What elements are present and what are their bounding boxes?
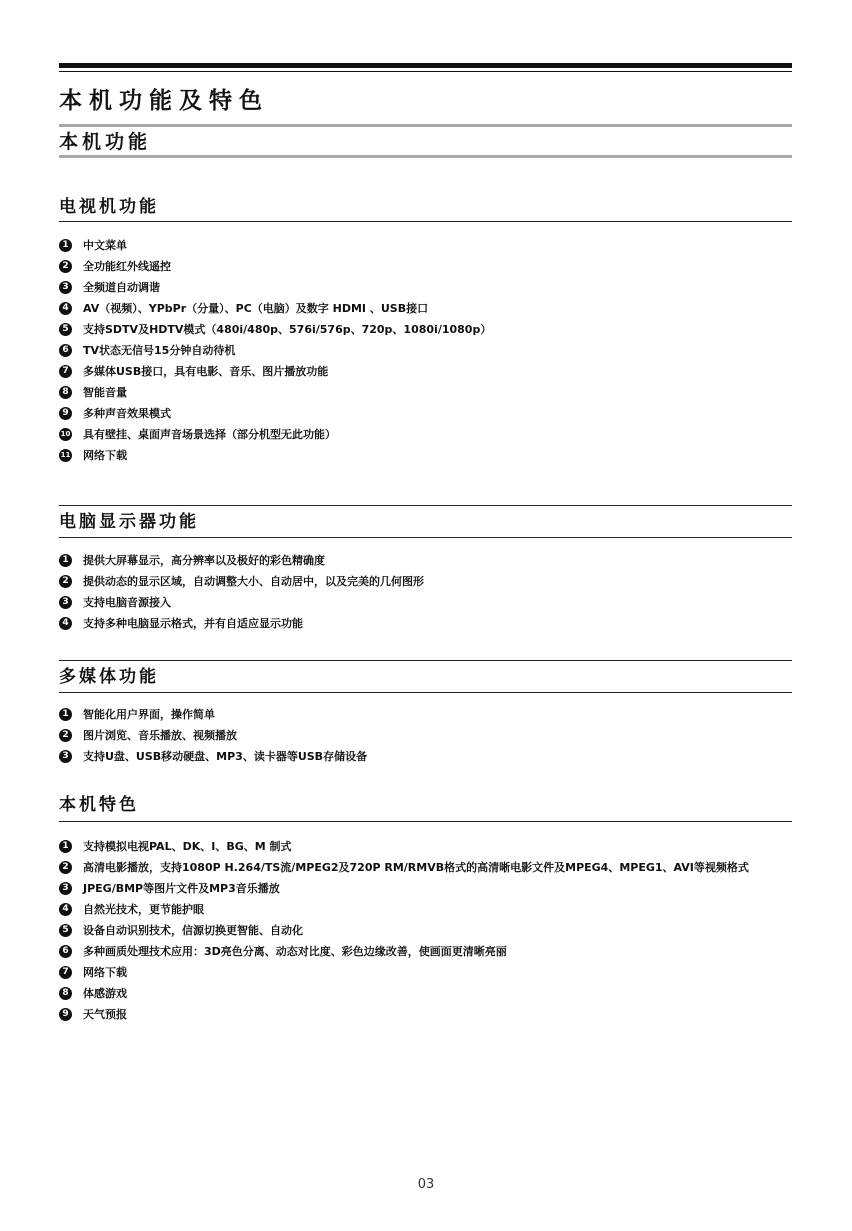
page-title: 本机功能及特色 (59, 88, 269, 114)
item-text: 天气预报 (83, 1008, 127, 1021)
number-badge: 3 (59, 882, 72, 895)
item-text: 提供大屏幕显示，高分辨率以及极好的彩色精确度 (83, 554, 325, 567)
item-text: 图片浏览、音乐播放、视频播放 (83, 729, 237, 742)
item-text: TV状态无信号15分钟自动待机 (83, 344, 236, 357)
page-number: 03 (417, 1177, 435, 1192)
number-badge: 6 (59, 945, 72, 958)
number-badge: 3 (59, 281, 72, 294)
list-item (59, 920, 792, 941)
list-item (59, 424, 792, 445)
list-item (59, 857, 792, 878)
item-text: 高清电影播放，支持1080P H.264/TS流/MPEG2及720P RM/RMVB格式的高清晰电影文件及MPEG4、MPEG1、AVI等视频格式 (83, 861, 749, 874)
list-item (59, 725, 792, 746)
subtitle-grey-rule (59, 155, 792, 158)
list-item (59, 256, 792, 277)
top-rule-thick (59, 63, 792, 68)
list-item (59, 298, 792, 319)
item-text: 支持U盘、USB移动硬盘、MP3、读卡器等USB存储设备 (83, 750, 368, 763)
item-text: JPEG/BMP等图片文件及MP3音乐播放 (83, 882, 280, 895)
item-text: 中文菜单 (83, 239, 127, 252)
item-text: 网络下载 (83, 966, 127, 979)
list-item (59, 592, 792, 613)
item-text: 具有壁挂、桌面声音场景选择（部分机型无此功能） (83, 428, 336, 441)
item-text: 智能音量 (83, 386, 127, 399)
list-item (59, 704, 792, 725)
number-badge: 7 (59, 966, 72, 979)
item-text: 提供动态的显示区域，自动调整大小、自动居中，以及完美的几何图形 (83, 575, 424, 588)
list-item (59, 340, 792, 361)
list-item (59, 962, 792, 983)
item-text: 全频道自动调谐 (83, 281, 160, 294)
list-item (59, 445, 792, 466)
section-top-rule (59, 660, 792, 661)
section-heading-rule (59, 537, 792, 538)
section-heading: 电脑显示器功能 (59, 512, 199, 532)
list-item (59, 277, 792, 298)
number-badge: 2 (59, 729, 72, 742)
item-text: 网络下载 (83, 449, 127, 462)
number-badge: 8 (59, 987, 72, 1000)
item-text: 支持多种电脑显示格式，并有自适应显示功能 (83, 617, 303, 630)
number-badge: 3 (59, 750, 72, 763)
list-item (59, 899, 792, 920)
list-item (59, 878, 792, 899)
list-item (59, 235, 792, 256)
item-text: AV（视频）、YPbPr（分量）、PC（电脑）及数字 HDMI 、USB接口 (83, 302, 429, 315)
list-item (59, 550, 792, 571)
list-item (59, 319, 792, 340)
list-item (59, 361, 792, 382)
list-item (59, 382, 792, 403)
number-badge: 4 (59, 617, 72, 630)
section-heading: 本机特色 (59, 795, 139, 815)
section-heading-rule (59, 221, 792, 222)
number-badge: 1 (59, 840, 72, 853)
feature-list (59, 550, 792, 634)
list-item (59, 836, 792, 857)
section-heading: 电视机功能 (59, 197, 159, 217)
number-badge: 10 (59, 428, 72, 441)
section-heading-rule (59, 692, 792, 693)
page-subtitle: 本机功能 (59, 131, 152, 153)
item-text: 支持模拟电视PAL、DK、I、BG、M 制式 (83, 840, 292, 853)
section-top-rule (59, 505, 792, 506)
number-badge: 11 (59, 449, 72, 462)
feature-list (59, 836, 792, 1025)
number-badge: 4 (59, 302, 72, 315)
feature-list (59, 704, 792, 767)
list-item (59, 746, 792, 767)
number-badge: 2 (59, 861, 72, 874)
list-item (59, 941, 792, 962)
item-text: 自然光技术，更节能护眼 (83, 903, 204, 916)
number-badge: 7 (59, 365, 72, 378)
number-badge: 9 (59, 407, 72, 420)
list-item (59, 403, 792, 424)
item-text: 多媒体USB接口，具有电影、音乐、图片播放功能 (83, 365, 329, 378)
number-badge: 2 (59, 260, 72, 273)
number-badge: 2 (59, 575, 72, 588)
list-item (59, 613, 792, 634)
number-badge: 1 (59, 708, 72, 721)
section-heading: 多媒体功能 (59, 667, 159, 687)
item-text: 全功能红外线遥控 (83, 260, 171, 273)
number-badge: 5 (59, 924, 72, 937)
list-item (59, 1004, 792, 1025)
item-text: 智能化用户界面，操作简单 (83, 708, 215, 721)
title-grey-rule (59, 124, 792, 127)
list-item (59, 571, 792, 592)
number-badge: 5 (59, 323, 72, 336)
item-text: 多种声音效果模式 (83, 407, 171, 420)
number-badge: 4 (59, 903, 72, 916)
list-item (59, 983, 792, 1004)
number-badge: 6 (59, 344, 72, 357)
item-text: 多种画质处理技术应用：3D亮色分离、动态对比度、彩色边缘改善，使画面更清晰亮丽 (83, 945, 507, 958)
item-text: 体感游戏 (83, 987, 127, 1000)
number-badge: 8 (59, 386, 72, 399)
number-badge: 1 (59, 239, 72, 252)
number-badge: 9 (59, 1008, 72, 1021)
number-badge: 3 (59, 596, 72, 609)
section-heading-rule (59, 821, 792, 822)
item-text: 支持电脑音源接入 (83, 596, 171, 609)
feature-list (59, 235, 792, 466)
top-rule-thin (59, 71, 792, 72)
number-badge: 1 (59, 554, 72, 567)
item-text: 设备自动识别技术，信源切换更智能、自动化 (83, 924, 303, 937)
item-text: 支持SDTV及HDTV模式（480i/480p、576i/576p、720p、1080i/1080p） (83, 323, 492, 336)
